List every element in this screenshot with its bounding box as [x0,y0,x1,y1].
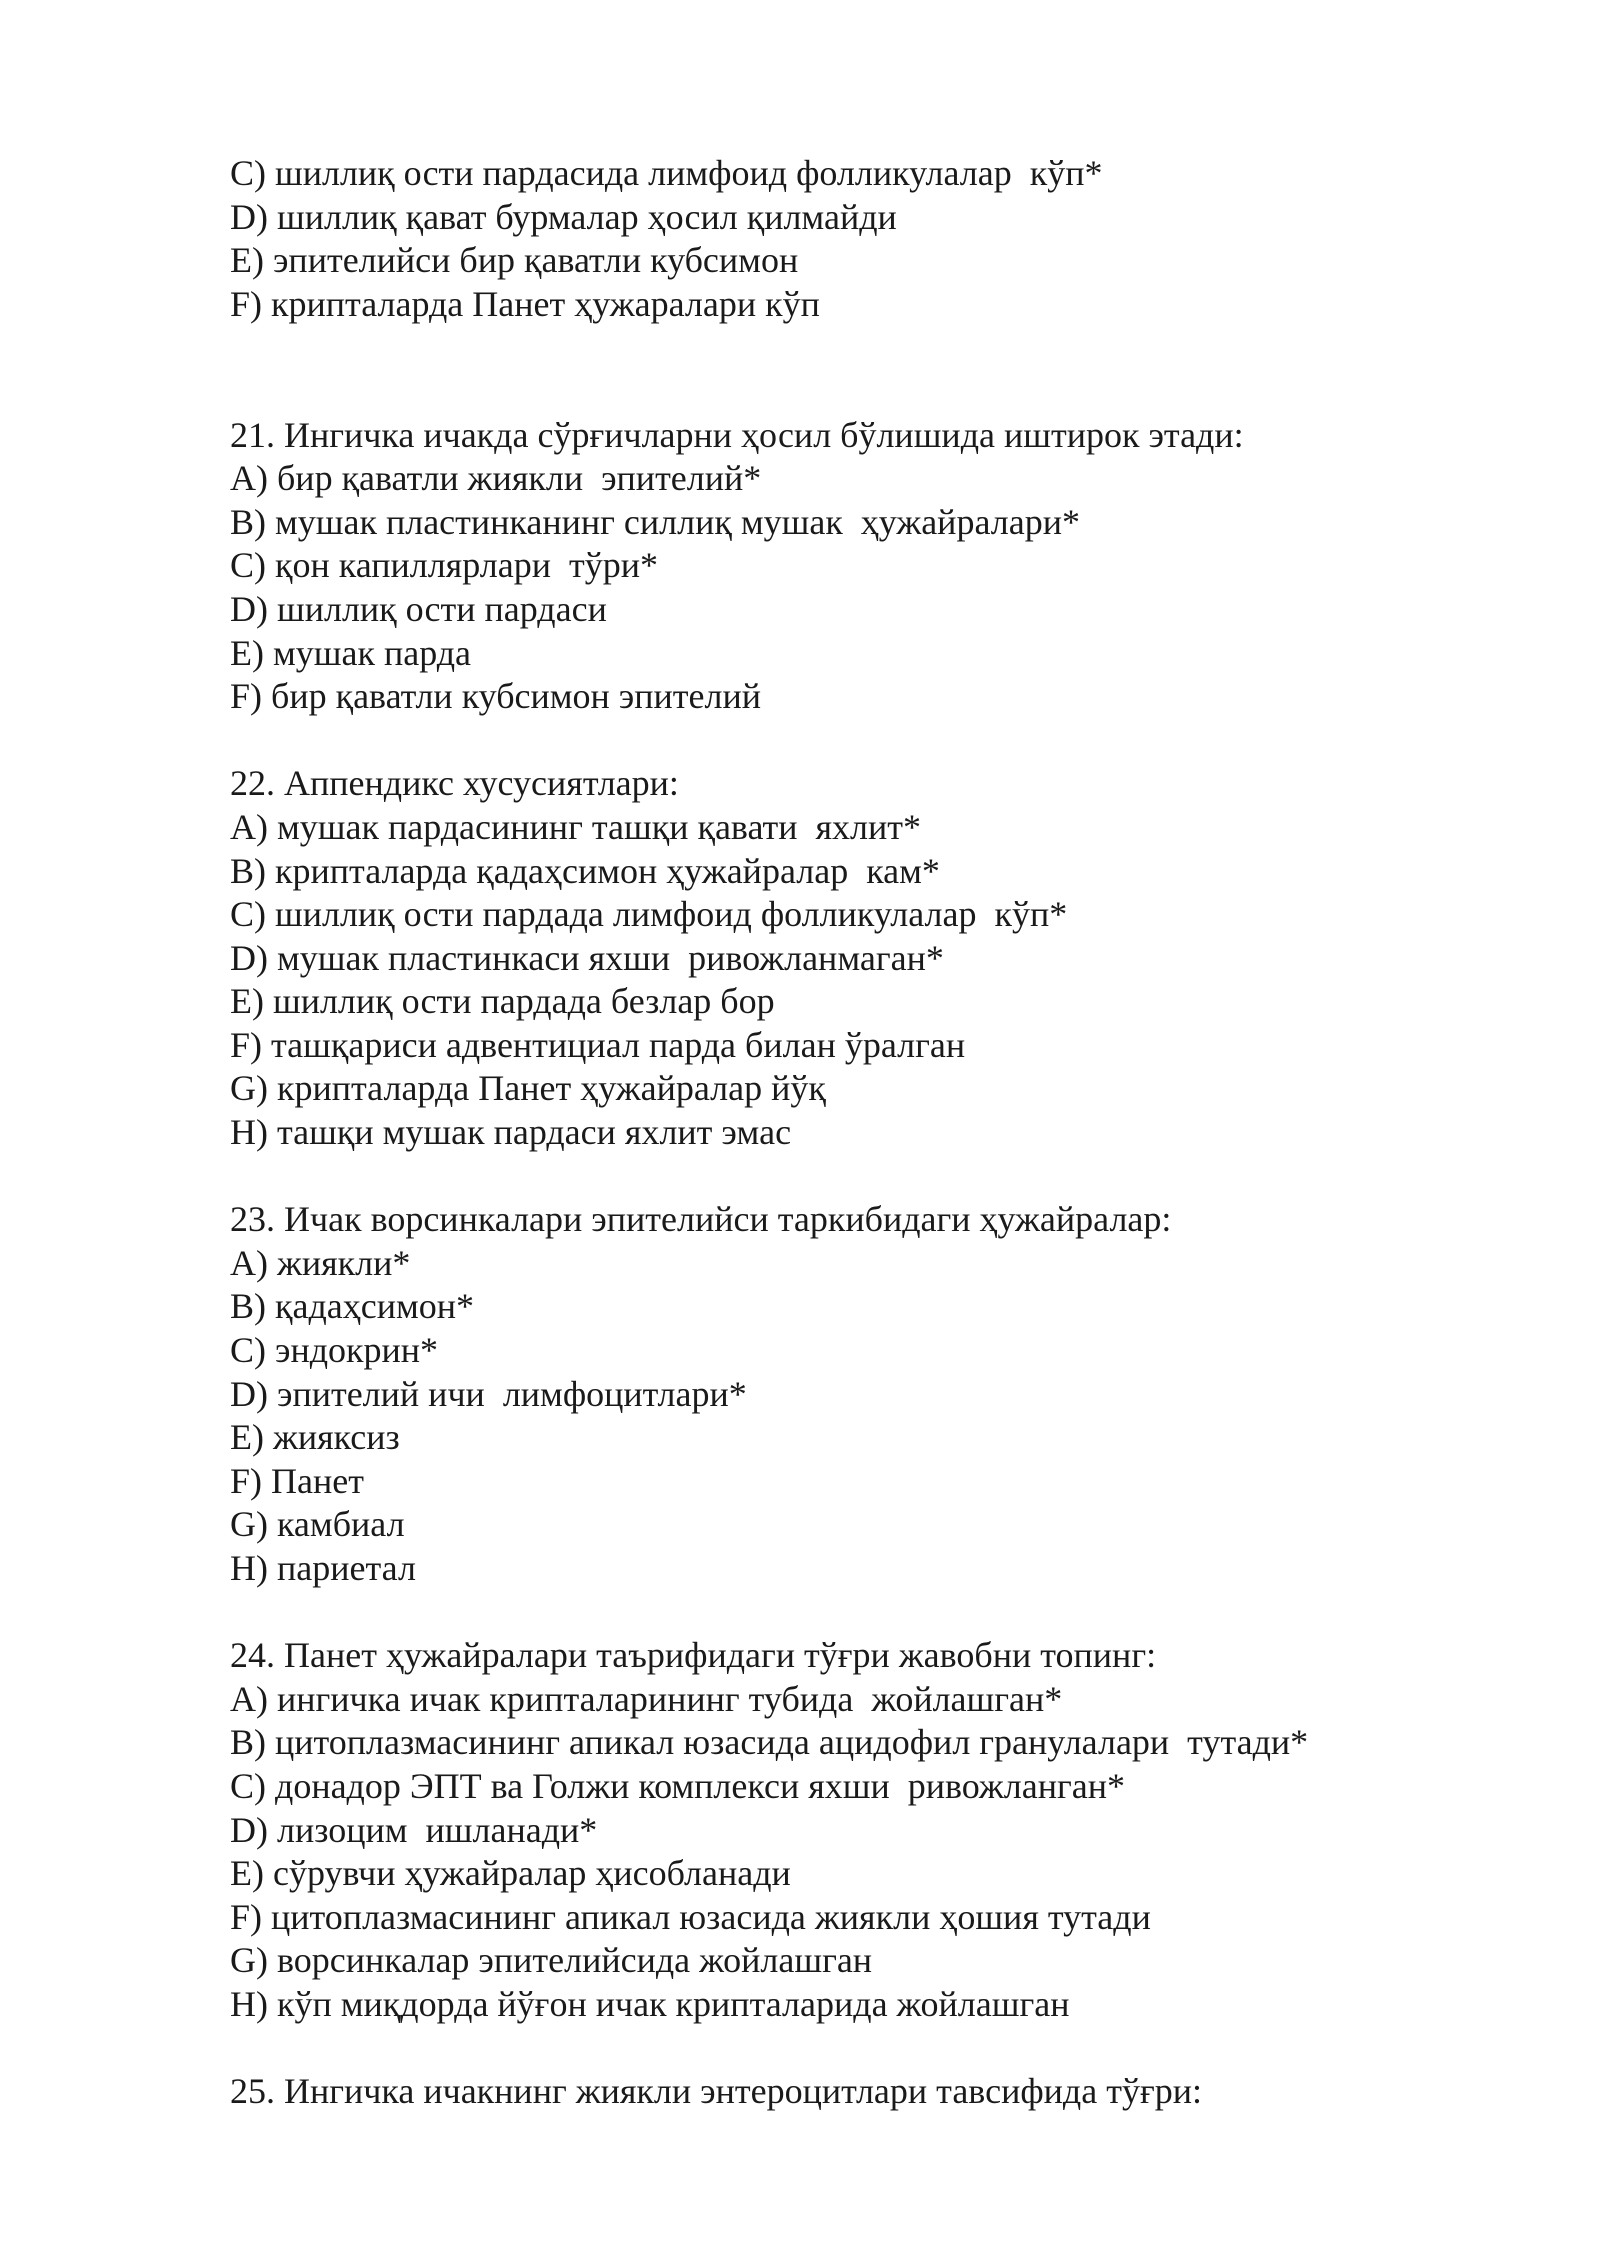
option-line: F) крипталарда Панет ҳужаралари кўп [230,283,820,324]
question-title: 22. Аппендикс хусусиятлари: [230,763,679,804]
question-title: 25. Ингичка ичакнинг жиякли энтероцитлари тавсифида тўғри: [230,2071,1202,2112]
option-line: F) цитоплазмасининг апикал юзасида жиякли ҳошия тутади [230,1896,1151,1937]
option-line: E) мушак парда [230,632,472,673]
option-line: E) шиллиқ ости пардада безлар бор [230,981,775,1022]
spacer [230,326,1430,370]
option-line: C) шиллиқ ости пардасида лимфоид фолликулалар кўп* [230,153,1103,193]
option-line: C) донадор ЭПТ ва Голжи комплекси яхши ривожланган* [230,1765,1125,1806]
option-line: F) ташқариси адвентициал парда билан ўралган [230,1024,966,1065]
spacer [230,1155,1430,1199]
option-line: C) шиллиқ ости пардада лимфоид фолликулалар кўп* [230,894,1068,935]
option-line: E) жияксиз [230,1417,400,1458]
question-title: 24. Панет ҳужайралари таърифидаги тўғри жавобни топинг: [230,1635,1157,1676]
spacer [230,1591,1430,1635]
spacer [230,2027,1430,2071]
option-line: H) ташқи мушак пардаси яхлит эмас [230,1112,792,1153]
document-page [230,152,1430,2114]
option-line: C) қон капиллярлари тўри* [230,545,658,586]
option-line: B) крипталарда қадаҳсимон ҳужайралар кам* [230,850,940,891]
option-line: E) эпителийси бир қаватли кубсимон [230,240,799,281]
option-line: H) париетал [230,1548,416,1588]
option-line: A) мушак пардасининг ташқи қавати яхлит* [230,806,922,847]
question-title: 21. Ингичка ичакда сўрғичларни ҳосил бўлишида иштирок этади: [230,414,1244,455]
option-line: G) ворсинкалар эпителийсида жойлашган [230,1940,873,1981]
option-line: A) бир қаватли жиякли эпителий* [230,458,762,499]
option-line: C) эндокрин* [230,1330,439,1371]
option-line: A) ингичка ичак крипталарининг тубида жойлашган* [230,1678,1063,1719]
option-line: B) цитоплазмасининг апикал юзасида ацидофил гранулалари тутади* [230,1722,1309,1763]
spacer [230,370,1430,414]
spacer [230,719,1430,763]
option-line: D) мушак пластинкаси яхши ривожланмаган* [230,937,944,978]
option-line: F) Панет [230,1460,364,1501]
option-line: E) сўрувчи ҳужайралар ҳисобланади [230,1853,791,1894]
option-line: A) жиякли* [230,1242,411,1283]
option-line: B) қадаҳсимон* [230,1286,475,1327]
option-line: D) шиллиқ қават бурмалар ҳосил қилмайди [230,196,897,237]
option-line: D) эпителий ичи лимфоцитлари* [230,1373,747,1414]
option-line: G) камбиал [230,1504,405,1545]
option-line: D) шиллиқ ости пардаси [230,588,607,629]
option-line: F) бир қаватли кубсимон эпителий [230,676,761,717]
option-line: D) лизоцим ишланади* [230,1809,598,1850]
option-line: B) мушак пластинканинг силлиқ мушак ҳужайралари* [230,501,1080,542]
option-line: G) крипталарда Панет ҳужайралар йўқ [230,1068,826,1109]
question-title: 23. Ичак ворсинкалари эпителийси таркибидаги ҳужайралар: [230,1199,1172,1240]
option-line: H) кўп миқдорда йўғон ичак крипталарида жойлашган [230,1983,1070,2024]
